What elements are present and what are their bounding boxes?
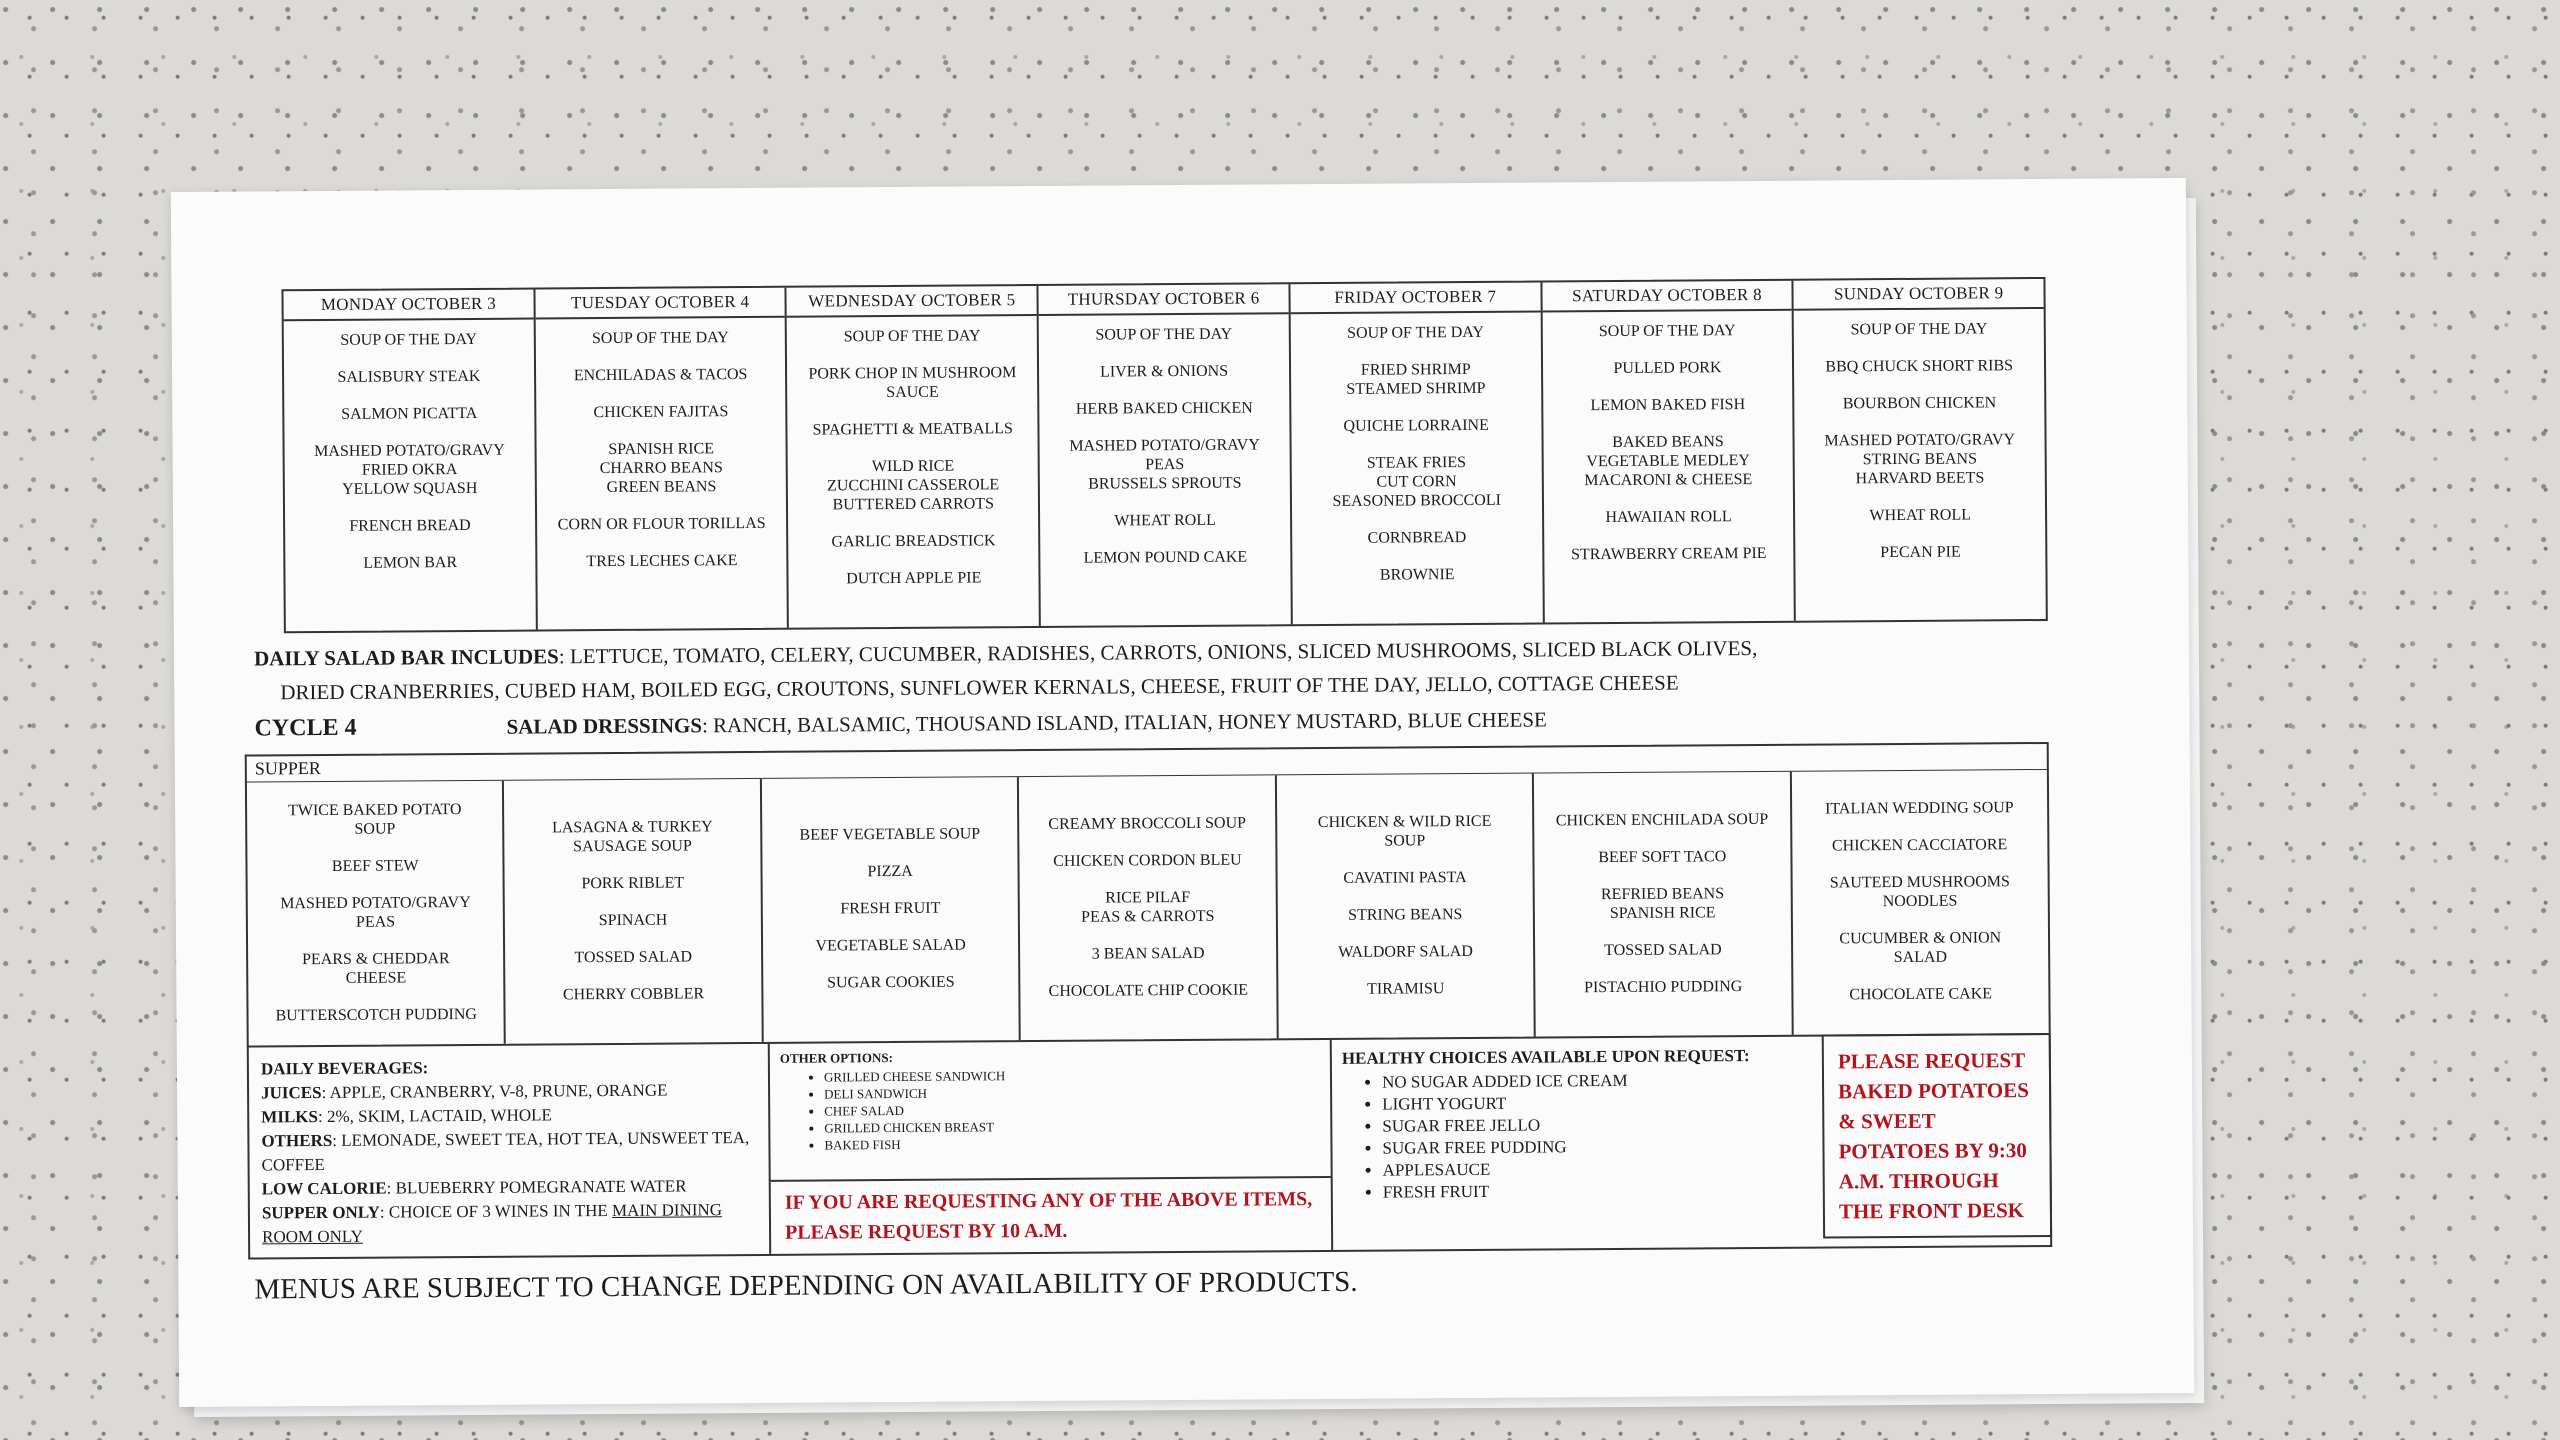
menu-item: SOUP OF THE DAY [1598, 322, 1736, 341]
healthy-choices [1332, 1037, 1823, 1250]
menu-item: RICE PILAF PEAS & CARROTS [1081, 888, 1215, 926]
healthy-choices-title: HEALTHY CHOICES AVAILABLE UPON REQUEST: [1341, 1046, 1750, 1068]
lunch-day-column [1540, 281, 1794, 623]
lunch-day-items [1542, 311, 1794, 623]
juices-line: JUICES: APPLE, CRANBERRY, V-8, PRUNE, ORANGE [261, 1080, 668, 1103]
menu-item: STRING BEANS [1348, 905, 1463, 924]
menu-item: CREAMY BROCCOLI SOUP [1048, 814, 1247, 833]
list-item: • GRILLED CHEESE SANDWICH [824, 1065, 1320, 1085]
lunch-day-column [283, 290, 535, 632]
supper-only-line: SUPPER ONLY: CHOICE OF 3 WINES IN THE MAIN DINING ROOM ONLY [261, 1200, 723, 1247]
list-item: • APPLESAUCE [1383, 1157, 1813, 1182]
menu-item: BBQ CHUCK SHORT RIBS [1825, 357, 2014, 376]
menu-item: PIZZA [867, 862, 913, 881]
lunch-menu-grid [281, 277, 2047, 633]
other-options-list-box [770, 1040, 1331, 1180]
lunch-day-column [533, 288, 787, 630]
menu-item: REFRIED BEANS SPANISH RICE [1600, 884, 1725, 922]
lunch-day-column [785, 286, 1039, 628]
lunch-day-header: THURSDAY OCTOBER 6 [1039, 284, 1289, 316]
salad-bar-line-2: DRIED CRANBERRIES, CUBED HAM, BOILED EGG, CROUTONS, SUNFLOWER KERNALS, CHEESE, FRUIT OF THE DAY, JELLO, COTTAGE CHEESE [280, 670, 1679, 705]
menu-item: QUICHE LORRAINE [1343, 416, 1489, 435]
supper-section [245, 742, 2051, 1048]
menu-item: MASHED POTATO/GRAVY FRIED OKRA YELLOW SQUASH [314, 441, 505, 498]
menu-item: SPANISH RICE CHARRO BEANS GREEN BEANS [599, 440, 723, 497]
juices-text: APPLE, CRANBERRY, V-8, PRUNE, ORANGE [329, 1080, 668, 1102]
lowcal-label: LOW CALORIE [261, 1178, 387, 1199]
menu-item: CHICKEN FAJITAS [593, 403, 729, 422]
menu-item: CAVATINI PASTA [1343, 868, 1467, 887]
menu-item: WHEAT ROLL [1114, 511, 1216, 530]
menu-item: BEEF VEGETABLE SOUP [799, 825, 981, 844]
supper-title: SUPPER [247, 744, 2047, 783]
lunch-day-items [1794, 309, 2046, 621]
menu-item: LEMON POUND CAKE [1083, 548, 1248, 567]
menu-footer-note: MENUS ARE SUBJECT TO CHANGE DEPENDING ON AVAILABILITY OF PRODUCTS. [254, 1265, 1358, 1306]
menu-item: SOUP OF THE DAY [1095, 325, 1233, 344]
menu-item: CUCUMBER & ONION SALAD [1839, 929, 2002, 967]
other-options-list [824, 1065, 1321, 1153]
menu-item: CHICKEN CACCIATORE [1831, 836, 2008, 855]
menu-item: HERB BAKED CHICKEN [1075, 399, 1253, 418]
menu-item: BOURBON CHICKEN [1842, 394, 1997, 413]
supper-day-column [502, 779, 761, 1044]
beverages-title: DAILY BEVERAGES: [260, 1058, 429, 1079]
menu-item: MASHED POTATO/GRAVY PEAS [280, 893, 471, 931]
milks-label: MILKS [261, 1107, 318, 1127]
list-item: • NO SUGAR ADDED ICE CREAM [1382, 1069, 1812, 1094]
menu-item: SOUP OF THE DAY [1347, 323, 1484, 342]
salad-bar-text: DAILY SALAD BAR INCLUDES: LETTUCE, TOMATO, CELERY, CUCUMBER, RADISHES, CARROTS, ONIONS, SLICED MUSHROOMS, SLICED BLACK OLIVES, DRIED CRANBERRIES, CUBED HAM, BOILED EGG, CROUTONS, SUNFLOWER KERNALS, CHEESE, FRUIT OF THE DAY, JELLO, COTTAGE CHEESE [244, 629, 2044, 710]
salad-bar-line-1: LETTUCE, TOMATO, CELERY, CUCUMBER, RADISHES, CARROTS, ONIONS, SLICED MUSHROOMS, SLICED BLACK OLIVES, [569, 635, 1758, 669]
lunch-day-header: SATURDAY OCTOBER 8 [1542, 281, 1792, 313]
menu-item: PECAN PIE [1880, 543, 1961, 562]
menu-item: STRAWBERRY CREAM PIE [1570, 544, 1767, 564]
menu-item: TOSSED SALAD [1604, 940, 1722, 959]
list-item: • LIGHT YOGURT [1382, 1091, 1812, 1116]
menu-item: SOUP OF THE DAY [843, 327, 981, 346]
list-item: • CHEF SALAD [824, 1099, 1320, 1119]
list-item: • FRESH FRUIT [1383, 1179, 1813, 1204]
supper-only-label: SUPPER ONLY [261, 1202, 380, 1223]
menu-item: WILD RICE ZUCCHINI CASSEROLE BUTTERED CARROTS [827, 457, 1000, 514]
others-label: OTHERS [261, 1130, 333, 1151]
lunch-day-items [1039, 314, 1291, 626]
menu-item: PORK CHOP IN MUSHROOM SAUCE [808, 364, 1017, 402]
list-item: • DELI SANDWICH [824, 1082, 1320, 1102]
request-warning: IF YOU ARE REQUESTING ANY OF THE ABOVE ITEMS, PLEASE REQUEST BY 10 A.M. [771, 1176, 1332, 1254]
menu-item: SALISBURY STEAK [337, 367, 481, 386]
salad-dressings-text: RANCH, BALSAMIC, THOUSAND ISLAND, ITALIAN, HONEY MUSTARD, BLUE CHEESE [713, 707, 1547, 738]
menu-item: STEAK FRIES CUT CORN SEASONED BROCCOLI [1332, 454, 1501, 510]
healthy-choices-list [1382, 1069, 1813, 1204]
others-line: OTHERS: LEMONADE, SWEET TEA, HOT TEA, UNSWEET TEA, COFFEE [261, 1128, 750, 1175]
menu-item: LASAGNA & TURKEY SAUSAGE SOUP [551, 817, 713, 855]
salad-bar-label: DAILY SALAD BAR INCLUDES [253, 644, 559, 671]
list-item: • BAKED FISH [824, 1133, 1320, 1153]
supper-day-column [760, 777, 1019, 1042]
lunch-day-header: TUESDAY OCTOBER 4 [535, 288, 785, 320]
menu-item: SOUP OF THE DAY [340, 330, 478, 349]
menu-item: CORNBREAD [1367, 529, 1467, 547]
menu-item: WHEAT ROLL [1869, 506, 1972, 525]
menu-item: FRENCH BREAD [349, 516, 471, 535]
menu-item: CHOCOLATE CAKE [1849, 985, 1993, 1004]
menu-item: HAWAIIAN ROLL [1605, 508, 1732, 527]
menu-item: ENCHILADAS & TACOS [573, 366, 748, 385]
list-item: • GRILLED CHICKEN BREAST [824, 1116, 1320, 1136]
menu-item: CORN OR FLOUR TORILLAS [557, 514, 766, 534]
menu-item: GARLIC BREADSTICK [831, 532, 996, 551]
menu-item: SOUP OF THE DAY [1850, 320, 1988, 339]
menu-item: TRES LECHES CAKE [586, 552, 738, 571]
salad-dressings: SALAD DRESSINGS: RANCH, BALSAMIC, THOUSAND ISLAND, ITALIAN, HONEY MUSTARD, BLUE CHEESE [506, 707, 1547, 739]
baked-potato-request-note: PLEASE REQUEST BAKED POTATOES & SWEET POTATOES BY 9:30 A.M. THROUGH THE FRONT DESK [1822, 1033, 2052, 1239]
lunch-day-header: SUNDAY OCTOBER 9 [1794, 279, 2044, 311]
menu-item: SOUP OF THE DAY [591, 329, 729, 348]
menu-item: VEGETABLE SALAD [815, 936, 966, 955]
list-item: • SUGAR FREE JELLO [1382, 1113, 1812, 1138]
lunch-day-column [1288, 282, 1542, 624]
menu-item: PEARS & CHEDDAR CHEESE [302, 949, 450, 987]
menu-item: CHERRY COBBLER [562, 984, 705, 1003]
menu-item: SAUTEED MUSHROOMS NOODLES [1829, 873, 2010, 911]
menu-item: TOSSED SALAD [574, 947, 693, 966]
salad-dressings-label: SALAD DRESSINGS [506, 713, 703, 739]
menu-item: PORK RIBLET [581, 873, 685, 892]
menu-content [241, 277, 2048, 1307]
lunch-day-items [787, 316, 1039, 628]
lunch-day-items [535, 318, 787, 630]
lunch-day-column [1037, 284, 1291, 626]
main-dining-room-text: MAIN DINING ROOM ONLY [262, 1200, 723, 1247]
menu-item: SPINACH [598, 911, 668, 929]
lunch-day-header: WEDNESDAY OCTOBER 5 [787, 286, 1037, 318]
menu-item: ITALIAN WEDDING SOUP [1824, 799, 2014, 818]
other-options-title: OTHER OPTIONS: [779, 1050, 893, 1066]
menu-sheet [171, 178, 2194, 1407]
lunch-day-header: FRIDAY OCTOBER 7 [1290, 282, 1540, 314]
menu-item: LIVER & ONIONS [1100, 362, 1229, 381]
supper-day-column [1275, 774, 1534, 1039]
menu-item: MASHED POTATO/GRAVY STRING BEANS HARVARD BEETS [1824, 431, 2016, 488]
menu-item: PULLED PORK [1613, 359, 1722, 377]
menu-item: BUTTERSCOTCH PUDDING [275, 1005, 477, 1024]
menu-item: DUTCH APPLE PIE [846, 569, 982, 588]
menu-item: CHICKEN & WILD RICE SOUP [1317, 812, 1492, 850]
supper-day-column [247, 781, 504, 1046]
lowcal-line: LOW CALORIE: BLUEBERRY POMEGRANATE WATER [261, 1176, 687, 1199]
others-text: LEMONADE, SWEET TEA, HOT TEA, UNSWEET TEA, COFFEE [261, 1128, 750, 1175]
cycle-row [244, 703, 2044, 743]
other-options [770, 1040, 1333, 1254]
menu-item: CHICKEN ENCHILADA SOUP [1555, 810, 1769, 829]
menu-item: BEEF STEW [331, 856, 419, 875]
supper-day-column [1789, 770, 2048, 1035]
menu-item: BROWNIE [1379, 566, 1455, 584]
menu-item: FRESH FRUIT [840, 899, 941, 918]
list-item: • SUGAR FREE PUDDING [1382, 1135, 1812, 1160]
menu-item: CHOCOLATE CHIP COOKIE [1048, 981, 1249, 1000]
menu-item: LEMON BAKED FISH [1590, 396, 1746, 415]
supper-only-text: CHOICE OF 3 WINES IN THE [388, 1200, 613, 1222]
lunch-day-items [284, 320, 536, 632]
supper-day-column [1532, 772, 1791, 1037]
menu-item: SALMON PICATTA [341, 404, 478, 423]
supper-day-column [1017, 775, 1276, 1040]
menu-item: BEEF SOFT TACO [1598, 847, 1727, 866]
milks-text: 2%, SKIM, LACTAID, WHOLE [326, 1105, 552, 1126]
daily-beverages [249, 1044, 771, 1258]
menu-item: WALDORF SALAD [1338, 942, 1473, 961]
cycle-label: CYCLE 4 [254, 714, 357, 742]
supper-menu-grid [247, 770, 2049, 1046]
menu-item: LEMON BAR [363, 554, 458, 572]
menu-item: FRIED SHRIMP STEAMED SHRIMP [1346, 360, 1486, 398]
menu-item: MASHED POTATO/GRAVY PEAS BRUSSELS SPROUTS [1069, 436, 1260, 493]
lunch-day-items [1291, 312, 1543, 624]
info-section [247, 1035, 2052, 1260]
lunch-day-header: MONDAY OCTOBER 3 [283, 290, 533, 322]
juices-label: JUICES [261, 1083, 322, 1103]
lowcal-text: BLUEBERRY POMEGRANATE WATER [395, 1176, 687, 1198]
lunch-day-column [1792, 279, 2046, 621]
menu-item: SPAGHETTI & MEATBALLS [812, 420, 1013, 439]
menu-item: CHICKEN CORDON BLEU [1053, 851, 1242, 870]
menu-item: SUGAR COOKIES [827, 973, 955, 992]
menu-item: TWICE BAKED POTATO SOUP [287, 800, 462, 838]
menu-item: 3 BEAN SALAD [1091, 944, 1205, 963]
menu-item: PISTACHIO PUDDING [1583, 977, 1743, 996]
milks-line: MILKS: 2%, SKIM, LACTAID, WHOLE [261, 1105, 552, 1127]
menu-item: TIRAMISU [1367, 979, 1445, 998]
menu-item: BAKED BEANS VEGETABLE MEDLEY MACARONI & CHEESE [1584, 433, 1753, 490]
